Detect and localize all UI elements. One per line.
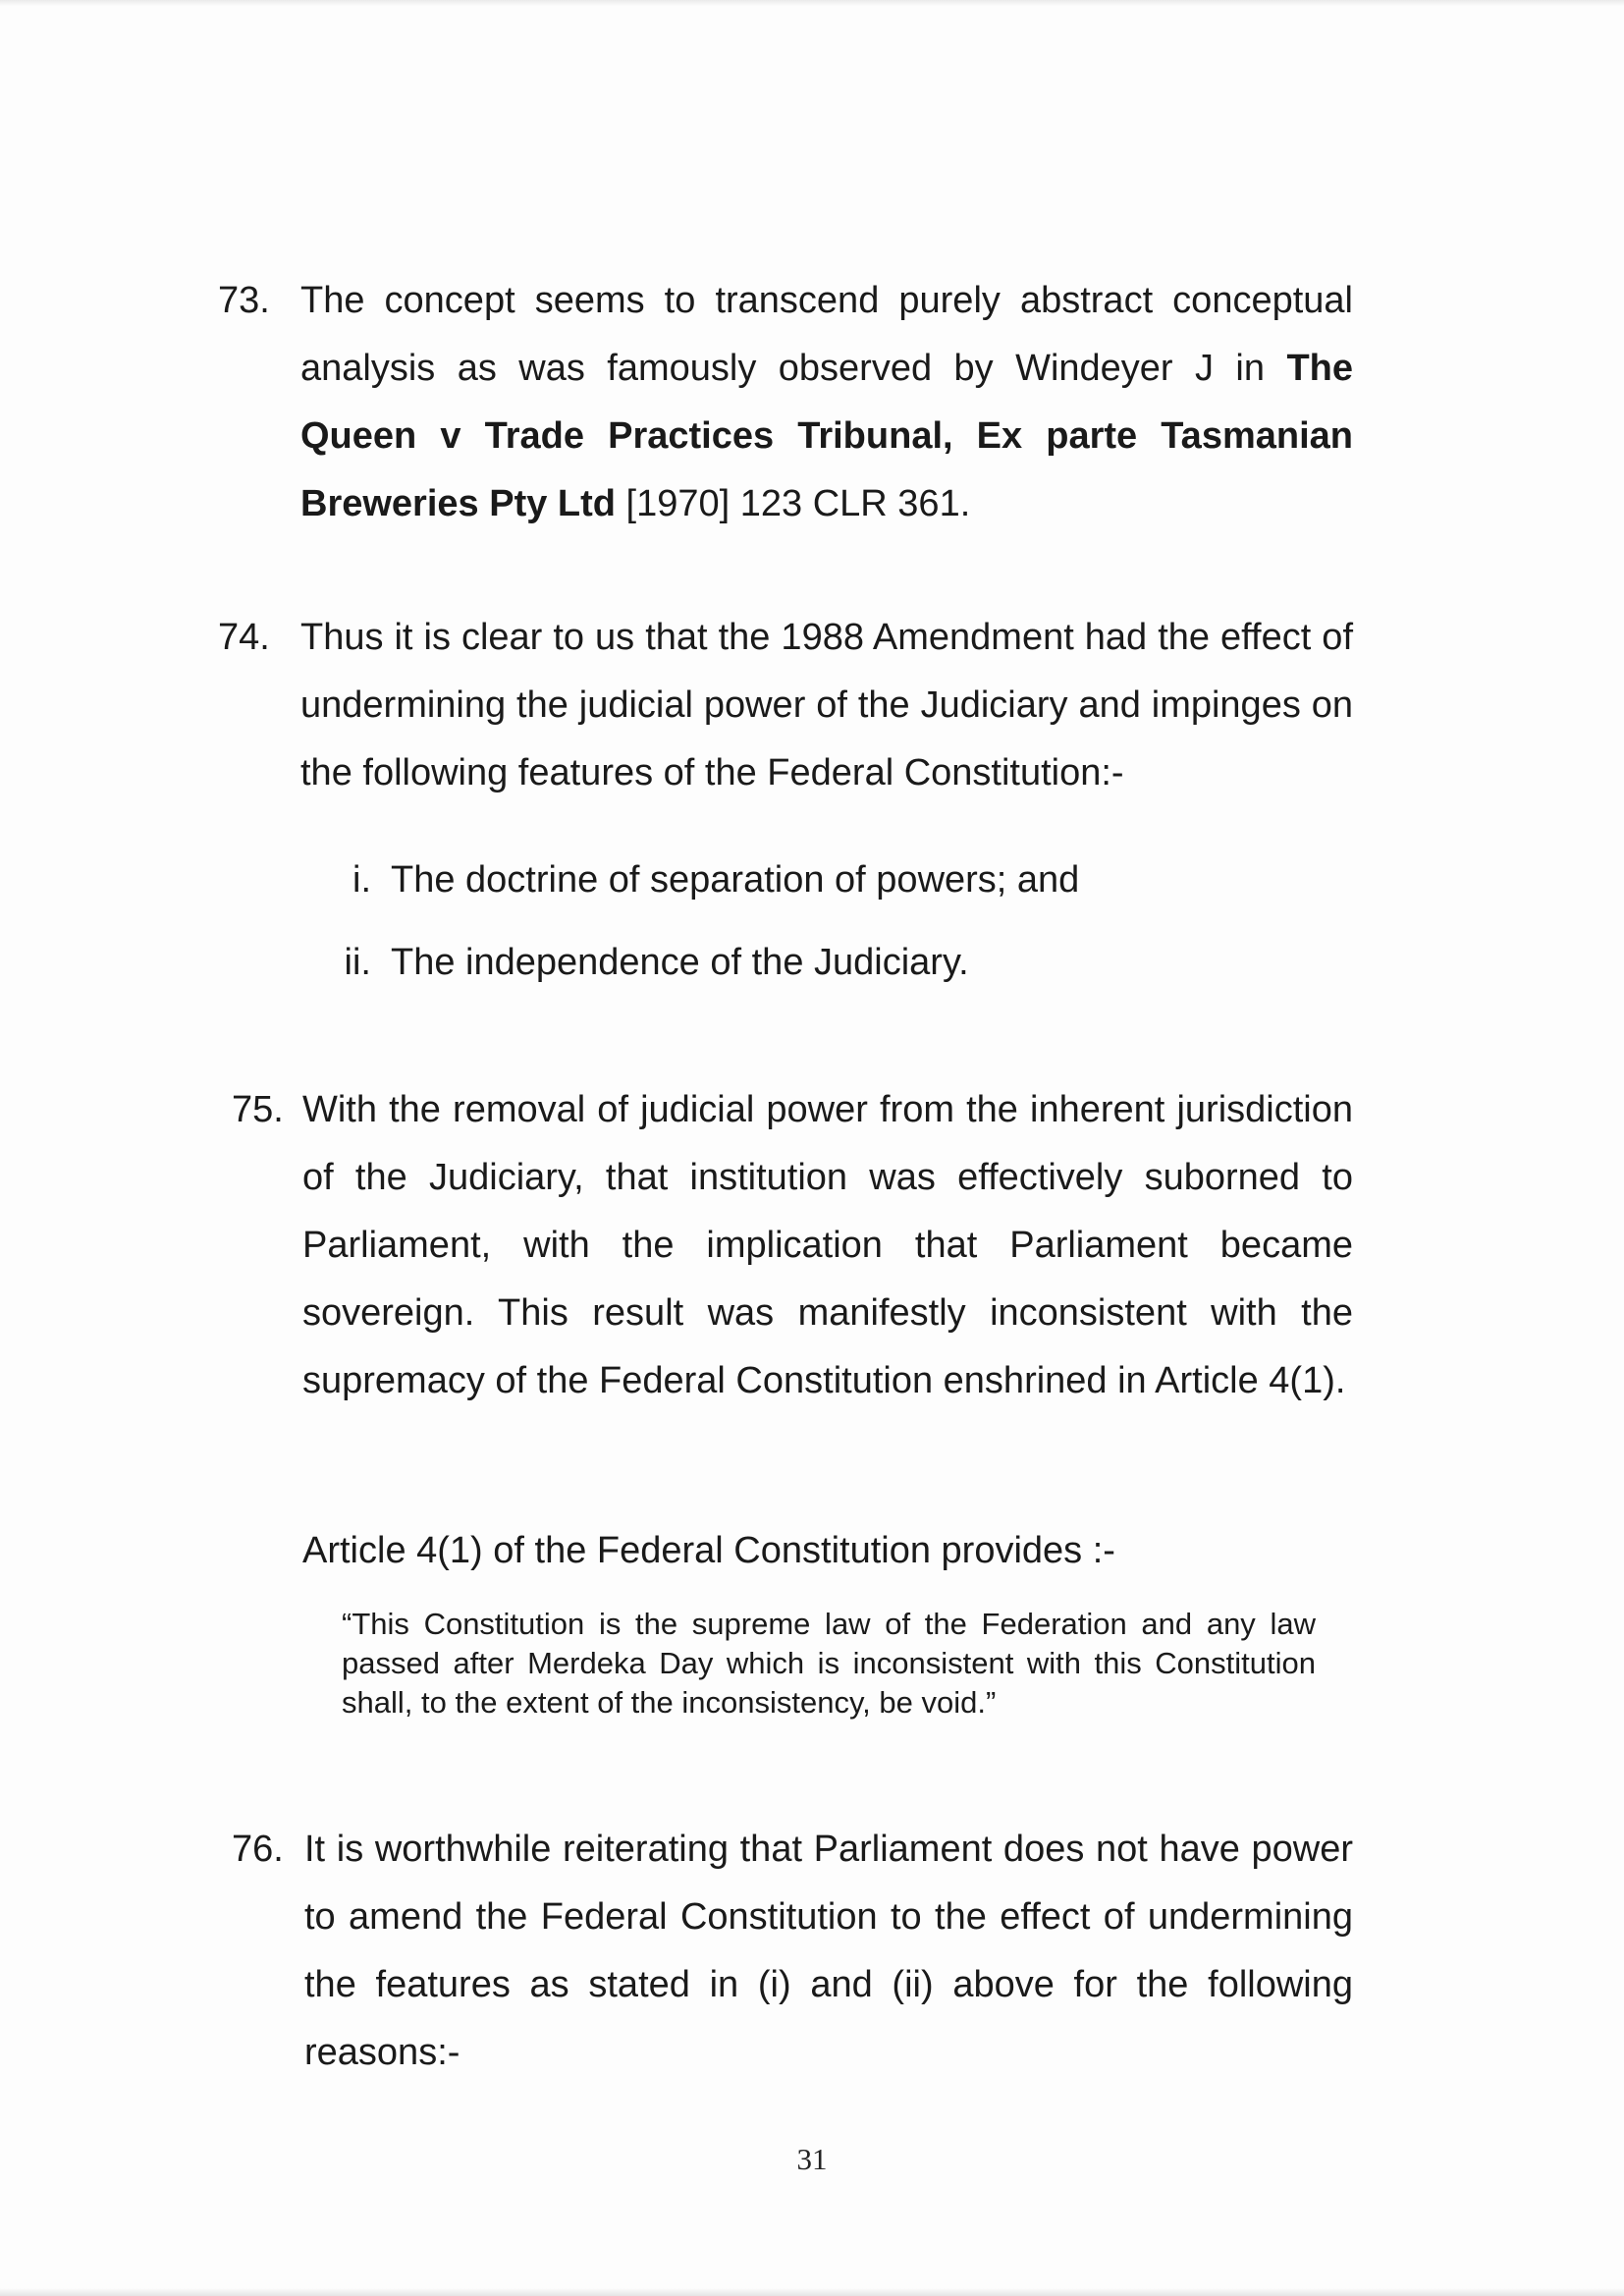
paragraph-body <box>302 1076 1353 1415</box>
constitution-quote: “This Constitution is the supreme law of the Federation and any law passed after Merdeka Day which is inconsistent with this Constitution shall, to the extent of the inconsistency, be void.” <box>342 1607 1316 1720</box>
features-list <box>334 839 1218 1004</box>
paragraph-number: 73. <box>218 280 270 321</box>
paragraph-body <box>300 267 1353 538</box>
paragraph-number: 76. <box>232 1829 284 1870</box>
case-citation-reference: [1970] 123 CLR 361. <box>616 483 971 524</box>
scan-edge-top <box>0 0 1624 6</box>
list-item <box>334 839 1218 921</box>
paragraph-body <box>304 1816 1353 2087</box>
paragraph-body <box>300 604 1353 807</box>
article-intro: Article 4(1) of the Federal Constitution provides :- <box>302 1530 1115 1571</box>
list-item-text: The doctrine of separation of powers; and <box>391 859 1080 901</box>
paragraph-text: Thus it is clear to us that the 1988 Amendment had the effect of undermining the judicial power of the Judiciary and impinges on the following features of the Federal Constitution:- <box>300 617 1353 793</box>
list-marker: ii. <box>344 942 371 983</box>
list-item-text: The independence of the Judiciary. <box>391 942 969 983</box>
list-marker: i. <box>352 859 371 901</box>
paragraph-text: With the removal of judicial power from the inherent jurisdiction of the Judiciary, that institution was effectively suborned to Parliament, with the implication that Parliament became sovereign. This result was manifestly inconsistent with the supremacy of the Federal Constitution enshrined in Article 4(1). <box>302 1089 1353 1401</box>
case-citation-name: The Queen v Trade Practices Tribunal, Ex parte Tasmanian Breweries Pty Ltd <box>300 348 1353 524</box>
paragraph-number: 74. <box>218 617 270 658</box>
paragraph-text: It is worthwhile reiterating that Parliament does not have power to amend the Federal Constitution to the effect of undermining the features as stated in (i) and (ii) above for the following reasons:- <box>304 1829 1353 2073</box>
paragraph-text: The concept seems to transcend purely abstract conceptual analysis as was famously observed by Windeyer J in <box>300 280 1353 389</box>
paragraph-number: 75. <box>232 1089 284 1130</box>
page-number: 31 <box>796 2142 828 2176</box>
scan-edge-bottom <box>0 2288 1624 2296</box>
list-item <box>334 921 1218 1004</box>
